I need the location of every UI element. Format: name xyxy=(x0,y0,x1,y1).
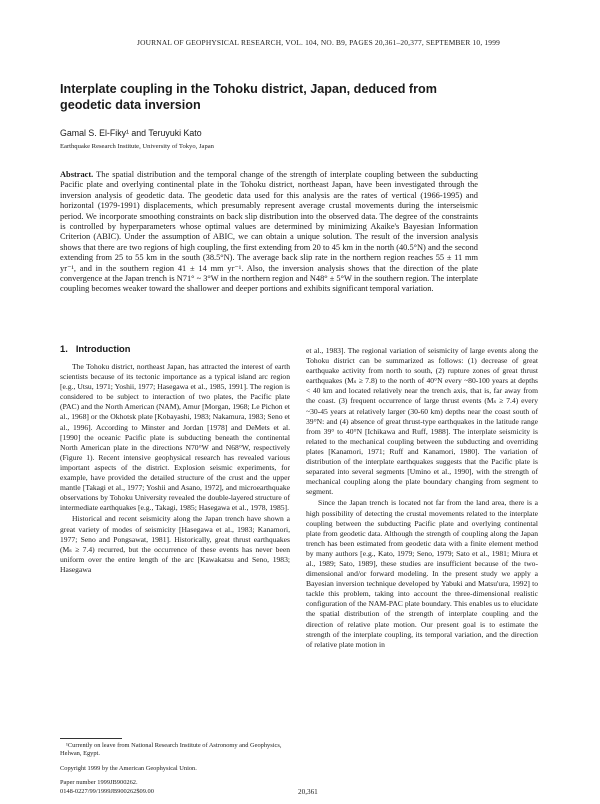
footnote-divider xyxy=(60,738,122,739)
paragraph: Historical and recent seismicity along the Japan trench have shown a great variety of modes of seismicity [Hasegawa et al., 1983; Kanamori, 1977; Seno and Pongsawat, 1981]. Historically, great thrust earthquakes (Mₛ ≥ 7.4) recurred, but the occurrence of these events has never been uniform over the entire length of the arc [Kawakatsu and Seno, 1983; Hasegawa xyxy=(60,514,290,574)
section-number: 1. xyxy=(60,343,68,354)
journal-header: JOURNAL OF GEOPHYSICAL RESEARCH, VOL. 104, NO. B9, PAGES 20,361–20,377, SEPTEMBER 10, 1999 xyxy=(137,38,500,47)
affiliation-footnote: ¹Currently on leave from National Research Institute of Astronomy and Geophysics, Helwan, Egypt. xyxy=(60,742,282,758)
section-title: Introduction xyxy=(75,343,131,354)
paper-number: Paper number 1999JB900262. xyxy=(60,779,138,787)
paragraph: Since the Japan trench is located not far from the land area, there is a high possibility of detecting the crustal movements related to the interplate coupling between the subducting Pacific plate and overlying continental plate from geodetic data. Although the strength of coupling along the Japan trench has been estimated from geodetic data with a finite element method by many authors [e.g., Kato, 1979; Seno, 1979; Sato et al., 1981; Miura et al., 1989; Sato, 1989], these studies are insufficient because of the two-dimensional and/or forward modeling. In the present study we apply a Bayesian inversion technique developed by Yabuki and Matsu'ura, 1992] to tackle this problem, taking into account the three-dimensional realistic configuration of the NAM-PAC plate boundary. This enables us to elucidate the spatial distribution of the strength of interplate coupling and the direction of relative plate motion. Our present goal is to estimate the strength of the interplate coupling, its temporal variation, and the direction of relative plate motion in xyxy=(306,498,538,649)
right-column xyxy=(306,346,538,651)
abstract xyxy=(60,170,478,295)
section-heading-introduction xyxy=(60,343,131,354)
abstract-label: Abstract. xyxy=(60,170,94,179)
author-affiliation: Earthquake Research Institute, University of Tokyo, Japan xyxy=(60,143,214,150)
article-title: Interplate coupling in the Tohoku district, Japan, deduced from geodetic data inversion xyxy=(60,82,437,112)
paragraph: The Tohoku district, northeast Japan, has attracted the interest of earth scientists because of its tectonic importance as a typical island arc region [e.g., Utsu, 1971; Yoshii, 1977; Hasegawa et al., 1985, 1991]. The region is considered to be subject to interaction of two plates, the Pacific plate (PAC) and the North American (NAM), Amur [Morgan, 1968; Le Pichon et al., 1968] or the Okhotsk plate [Kobayashi, 1983; Nakamura, 1983; Seno et al., 1996]. According to Minster and Jordan [1978] and DeMets et al. [1990] the oceanic Pacific plate is subducting beneath the continental North American plate in the directions N70°W and N68°W, respectively (Figure 1). Recent intensive geophysical research has revealed various important aspects of the district. Explosion seismic experiments, for example, have provided the detailed structure of the crust and the upper mantle [Takagi et al., 1977; Yoshii and Asano, 1972], and microearthquake observations by Tohoku University revealed the double-layered structure of intermediate earthquakes [e.g., Takagi, 1985; Hasegawa et al., 1978, 1985]. xyxy=(60,362,290,513)
paragraph: et al., 1983]. The regional variation of seismicity of large events along the Tohoku district can be summarized as follows: (1) decrease of great earthquake activity from north to south, (2) rupture zones of great thrust earthquakes (Mₛ ≥ 7.8) to the north of 40°N every ~80-100 years at depths < 40 km and located relatively near the trench axis, that is, far away from the coast. (3) frequent occurrence of large thrust events (Mₛ ≥ 7.4) every ~30-45 years at relatively larger (30-60 km) depths near the coast south of 39°N: and (4) absence of great thrust-type earthquakes in the latitude range from 39° to 40°N [Ichikawa and Ruff, 1988]. The interplate seismicity is related to the mechanical coupling between the subducting and overriding plates [Kanamori, 1971; Ruff and Kanamori, 1980]. The variation of distribution of the interplate earthquakes suggests that the Pacific plate is separated into several segments [Umino et al., 1990], with the strength of mechanical coupling along the plate boundary changing from segment to segment. xyxy=(306,346,538,497)
author-list: Gamal S. El-Fiky¹ and Teruyuki Kato xyxy=(60,128,202,138)
abstract-text: The spatial distribution and the temporal change of the strength of interplate coupling between the subducting Pacific plate and overlying continental plate in the Tohoku district, northeast Japan, have been investigated through the inversion analysis of geodetic data. The geodetic data used for this analysis are the rates of vertical (1966-1995) and horizontal (1979-1991) displacements, which presumably represent average crustal movements during the interseismic period. We incorporate smoothing constraints on back slip distribution into the observed data. The degree of the constraints is controlled by hyperparameters whose optimal values are determined by minimizing Akaike's Bayesian Information Criterion (ABIC). Under the assumption of ABIC, we can obtain a unique solution. The result of the inversion analysis shows that there are two regions of high coupling, the first extending from 20 to 45 km in the north (40.5°N) and the second extending from 25 to 55 km in the south (38.5°N). The average back slip rate in the northern region reaches 55 ± 11 mm yr⁻¹, and in the southern region 41 ± 14 mm yr⁻¹. Also, the inversion analysis shows that the direction of the plate convergence at the Japan trench is N71° ~ 3°W in the northern region and N48° ± 5°W in the southern region. The interplate coupling becomes weaker toward the shallower and deeper portions and exhibits significant temporal variation. xyxy=(60,170,478,294)
left-column xyxy=(60,362,290,576)
copyright-notice: Copyright 1999 by the American Geophysical Union. xyxy=(60,764,197,772)
publication-code: 0148-0227/99/1999JB900262$09.00 xyxy=(60,787,154,795)
page-number: 20,361 xyxy=(298,788,318,796)
footnotes xyxy=(60,742,290,796)
